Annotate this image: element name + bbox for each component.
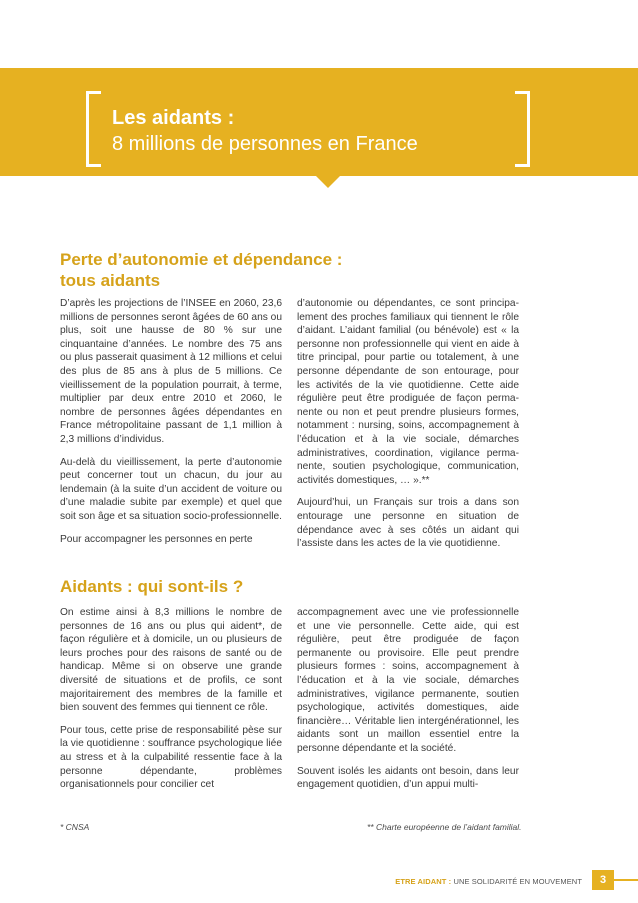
page-subtitle: 8 millions de personnes en France xyxy=(112,133,418,155)
right-bracket-icon xyxy=(515,91,530,167)
footer-strong: ETRE AIDANT : xyxy=(395,877,452,886)
section1-left-column xyxy=(60,297,282,555)
page-number: 3 xyxy=(592,870,614,890)
paragraph: Aujourd’hui, un Français sur trois a dans son entourage une personne en situation de dépendance avec à ses côtés un aidant qui l’assiste dans les actes de la vie quotidienne. xyxy=(297,497,519,550)
paragraph: Au-delà du vieillissement, la perte d’autonomie peut concerner tout un chacun, du jour au lendemain (à la suite d’un accident de voiture ou d’une maladie subite par exemple) et quel que soit son âge et sa situation socio-professionnelle. xyxy=(60,456,282,522)
section1-right-column xyxy=(297,297,519,560)
page-title: Les aidants : xyxy=(112,107,235,129)
paragraph: On estime ainsi à 8,3 millions le nombre de personnes de 16 ans ou plus qui aident*, de façon régulière et à domicile, un ou plusieurs de leurs proches pour des raisons de santé ou de handicap. Même si on observe une grande diversité de situations et de profils, ce sont majoritairement des membres de la famille et bien souvent des femmes qui tiennent ce rôle. xyxy=(60,607,282,714)
section-heading-line1: Perte d’autonomie et dépendance : xyxy=(60,250,343,269)
section2-right-column xyxy=(297,606,519,801)
section2-left-column xyxy=(60,606,282,801)
paragraph: Pour tous, cette prise de responsabilité pèse sur la vie quotidienne : souffrance psychologique liée au stress et à la culpabilité ressentie face à la personne dépendante, problèmes organisationnels pour concilier cet xyxy=(60,724,282,791)
banner-notch xyxy=(314,174,342,188)
paragraph: accompagnement avec une vie professionnelle et une vie personnelle. Cette aide, qui est régulière, peut être prodiguée de façon permanente ou provisoire. Elle peut prendre plusieurs formes : soins, accompagnement à l’éducation et à la vie sociale, démarches administratives, vigilance permanente, soutien psychologique, activités domestiques, aide financière… Véritable lien intergénérationnel, les aidants sont un maillon essentiel entre la personne dépendante et la société. xyxy=(297,607,519,754)
footer-rule xyxy=(614,879,638,881)
paragraph: D’après les projections de l’INSEE en 2060, 23,6 millions de personnes seront âgées de 60 ans ou plus, soit une hausse de 80 % sur une cinquantaine d’années. Le nombre des 75 ans ou plus passerait quasiment à 12 millions et celui des plus de 85 ans à plus de 5 millions. Ce vieillissement de la population pourrait, à terme, multiplier par deux entre 2010 et 2060, le nombre de personnes âgées dépendantes en France métropolitaine passant de 1,1 million à 2,3 millions d’individus. xyxy=(60,298,283,445)
section-heading-line2: tous aidants xyxy=(60,271,161,290)
section-heading-aidants: Aidants : qui sont-ils ? xyxy=(60,577,244,596)
footnote-cnsa: * CNSA xyxy=(60,822,90,832)
section-heading-autonomie xyxy=(60,249,342,291)
footnote-charte: ** Charte européenne de l’aidant familial. xyxy=(367,822,522,832)
footer-label: UNE SOLIDARITÉ EN MOUVEMENT xyxy=(451,877,582,886)
paragraph: d’autonomie ou dépendantes, ce sont principa-lement des proches familiaux qui tiennent le rôle d’aidant. L’aidant familial (ou bénévole) est « la personne non professionnelle qui vient en aide à titre principal, pour partie ou totalement, à une personne dépendante de son entourage, pour les activités de la vie quotidienne. Cette aide régulière peut être prodiguée de façon perma-nente ou non et peut prendre plusieurs formes, notamment : nursing, soins, accompagnement à l’éducation et à la vie sociale, démarches administratives, coordination, vigilance perma-nente, soutien psychologique, communication, activités domestiques, … ».** xyxy=(297,298,519,486)
paragraph: Souvent isolés les aidants ont besoin, dans leur engagement quotidien, d’un appui multi- xyxy=(297,765,519,791)
left-bracket-icon xyxy=(86,91,101,167)
footer-running-title xyxy=(395,877,582,886)
paragraph: Pour accompagner les personnes en perte xyxy=(60,533,253,545)
